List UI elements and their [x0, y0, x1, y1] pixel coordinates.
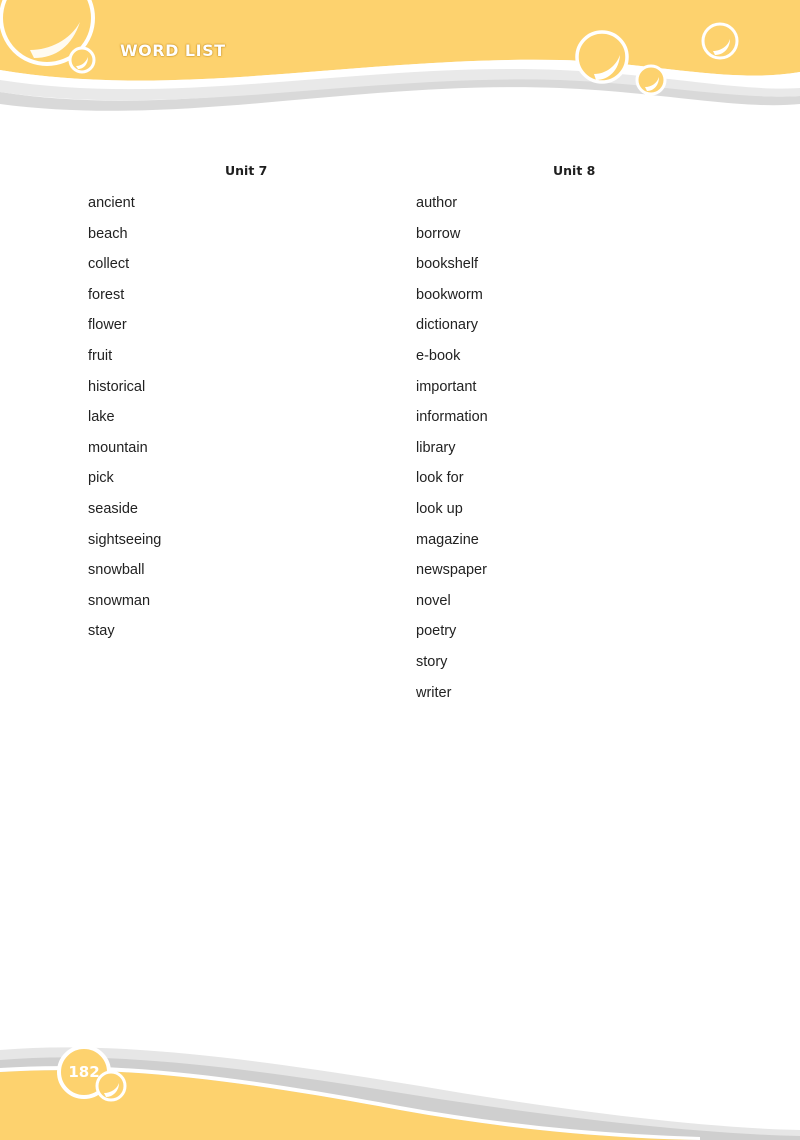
word-item: fruit — [88, 347, 113, 364]
word-item: information — [416, 409, 488, 426]
unit-heading: Unit 8 — [553, 163, 596, 178]
word-item: magazine — [416, 531, 479, 548]
header-banner — [0, 0, 800, 120]
word-item: forest — [88, 286, 125, 303]
word-item: seaside — [88, 500, 138, 517]
word-item: look up — [416, 500, 463, 517]
word-item: collect — [88, 256, 130, 273]
word-item: dictionary — [416, 317, 479, 334]
word-item: flower — [88, 317, 127, 334]
page-number: 182 — [68, 1063, 100, 1081]
word-item: snowman — [88, 592, 151, 609]
word-item: look for — [416, 470, 464, 487]
word-item: beach — [88, 225, 128, 242]
word-item: sightseeing — [88, 531, 162, 548]
word-item: library — [416, 439, 456, 456]
unit-7-column — [88, 160, 408, 649]
section-title: WORD LIST — [120, 41, 226, 60]
word-list-unit-7 — [88, 190, 408, 649]
word-item: bookworm — [416, 286, 483, 303]
word-item: poetry — [416, 623, 457, 640]
word-item: important — [416, 378, 477, 395]
word-item: e-book — [416, 347, 461, 364]
word-item: writer — [416, 684, 452, 701]
unit-heading: Unit 7 — [225, 163, 268, 178]
footer-wave-graphic — [0, 1020, 800, 1140]
word-item: snowball — [88, 562, 145, 579]
word-item: lake — [88, 409, 115, 426]
unit-8-column — [416, 160, 736, 710]
word-item: historical — [88, 378, 146, 395]
word-list-unit-8 — [416, 190, 736, 710]
word-item: stay — [88, 623, 115, 640]
word-item: pick — [88, 470, 114, 487]
word-item: mountain — [88, 439, 148, 456]
header-wave-graphic — [0, 0, 800, 120]
word-item: borrow — [416, 225, 461, 242]
word-item: novel — [416, 592, 451, 609]
word-item: bookshelf — [416, 256, 479, 273]
word-item: ancient — [88, 195, 135, 211]
word-item: newspaper — [416, 562, 487, 579]
footer-banner — [0, 1020, 800, 1140]
word-item: story — [416, 653, 448, 670]
word-item: author — [416, 195, 458, 211]
